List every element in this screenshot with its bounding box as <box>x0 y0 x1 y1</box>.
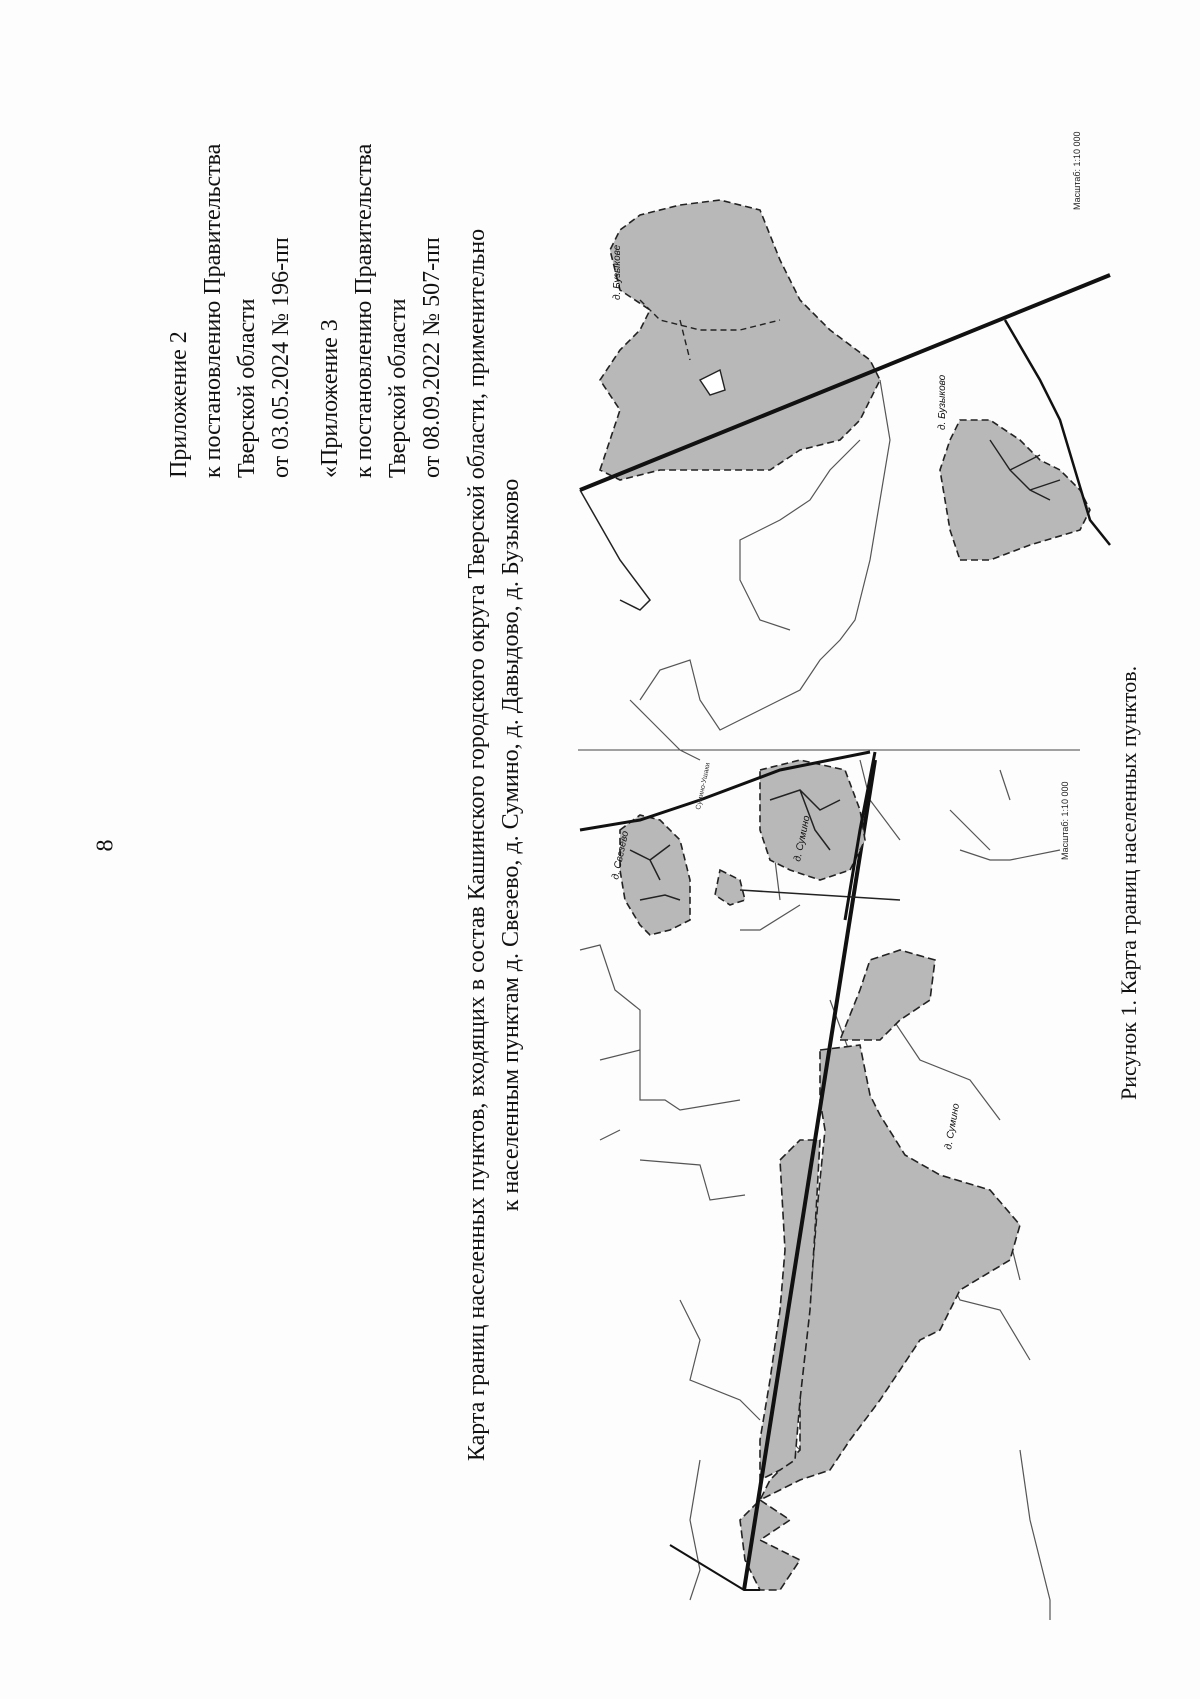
figure-caption-text: Рисунок 1. Карта границ населенных пунктов. <box>1116 665 1141 1100</box>
annex-previous-line1: «Приложение 3 <box>317 319 343 478</box>
map-label-svezevo: д. Свезево <box>610 829 632 881</box>
road-label-sumino-ushaki: Сумино-Ушаки <box>695 762 712 811</box>
map-scale-left: Масштаб: 1:10 000 <box>1060 781 1070 860</box>
map-scale-right: Масштаб: 1:10 000 <box>1072 131 1082 210</box>
figure-caption <box>1112 666 1146 1100</box>
sumino-small-west <box>715 870 745 905</box>
sumino-large-area-north <box>840 950 935 1040</box>
map-label-sumino-small: д. Сумино <box>792 814 813 863</box>
sumino-small-area <box>760 760 865 880</box>
annex-current-line4: от 03.05.2024 № 196-пп <box>268 237 294 478</box>
map-label-buzykovo-bottom: д. Бузыково <box>937 374 948 430</box>
map-label-sumino-large: д. Сумино <box>943 1102 963 1151</box>
annex-previous-line3: Тверской области <box>385 298 411 478</box>
annex-current-line3: Тверской области <box>234 298 260 478</box>
road-north-spur <box>580 490 650 610</box>
annex-current-line2: к постановлению Правительства <box>200 143 226 478</box>
page-number: 8 <box>92 839 119 852</box>
annex-previous-line4: от 08.09.2022 № 507-пп <box>419 237 445 478</box>
annex-current-line1: Приложение 2 <box>166 331 192 478</box>
buzykovo-top-area <box>600 200 880 480</box>
map-label-buzykovo-top: д. Бузыкове <box>612 244 623 300</box>
sumino-small-link <box>740 890 900 900</box>
document-title-line2: к населенным пунктам д. Свезево, д. Сумино, д. Давыдово, д. Бузыково <box>498 478 524 1212</box>
document-title-line1: Карта границ населенных пунктов, входящих в состав Кашинского городского округа Тверской области, применительно <box>464 228 490 1462</box>
annex-previous-line2: к постановлению Правительства <box>351 143 377 478</box>
